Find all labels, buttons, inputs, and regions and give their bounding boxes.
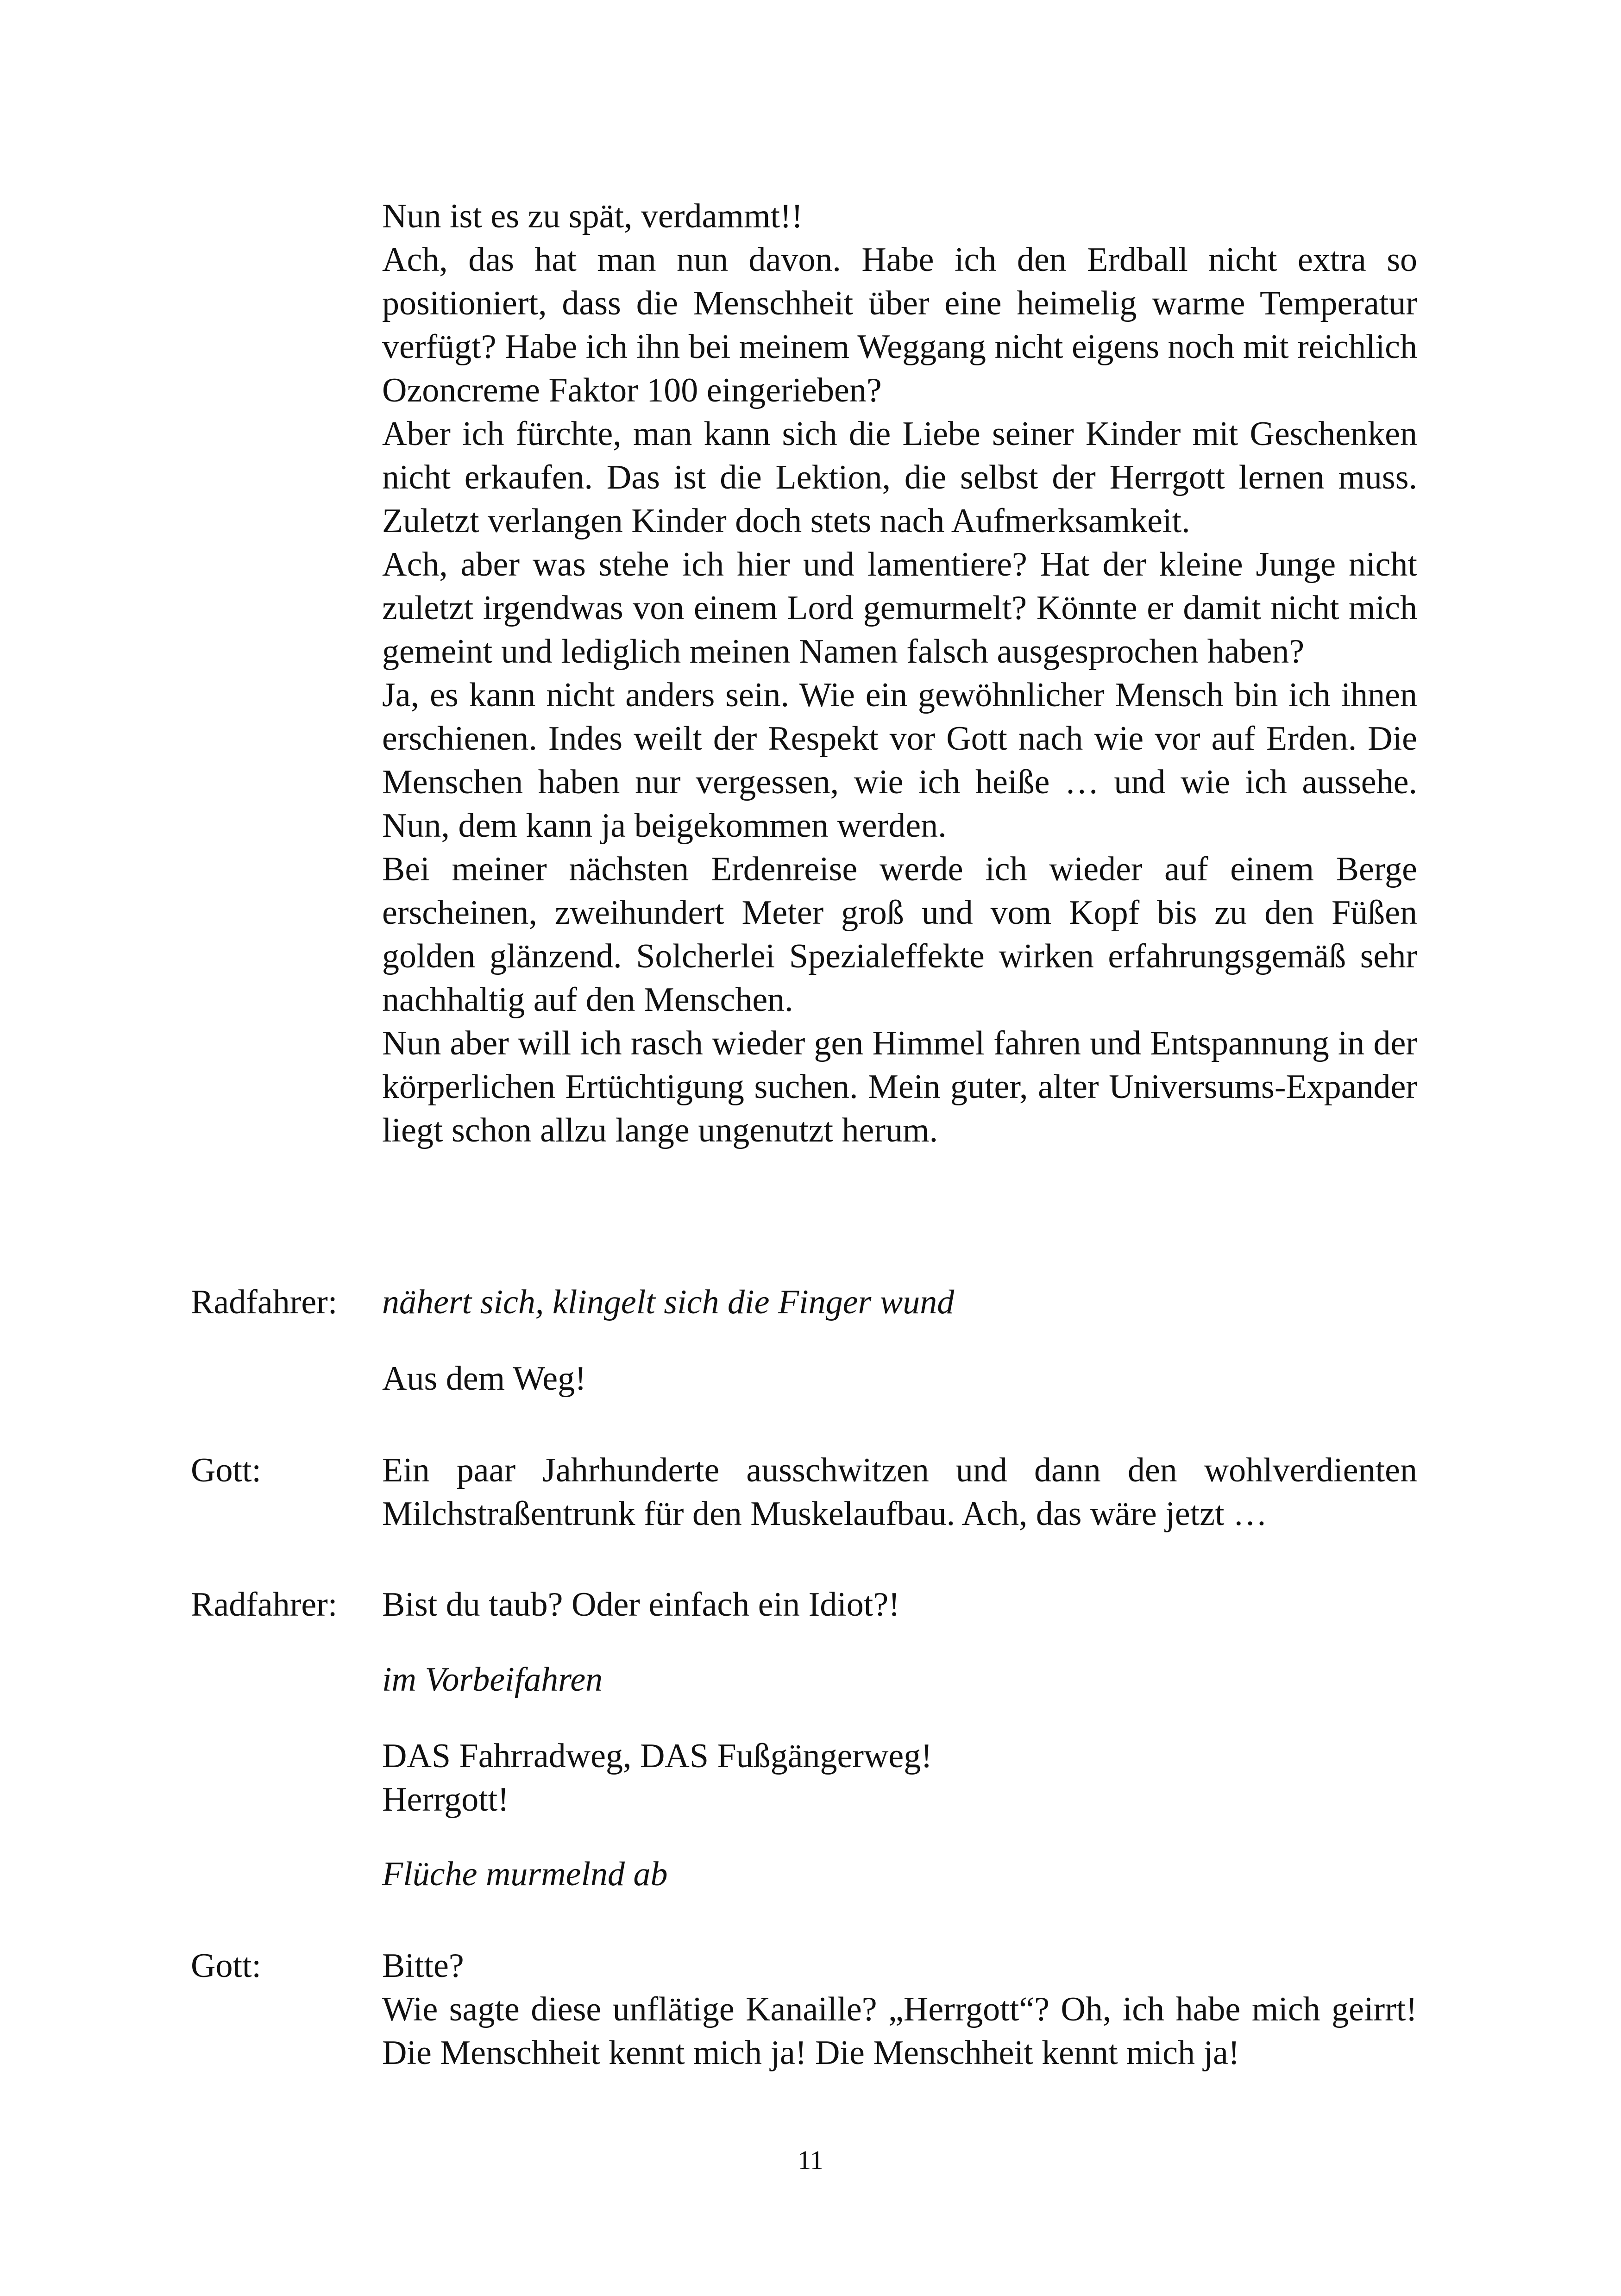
speaker-label: Radfahrer:: [191, 1586, 338, 1624]
dialogue-entry: [382, 1280, 1417, 1324]
dialogue-entry: [382, 1734, 1417, 1821]
monologue-block: [382, 194, 1417, 1152]
stage-direction: nähert sich, klingelt sich die Finger wund: [382, 1283, 955, 1321]
monologue-paragraph: Ach, das hat man nun davon. Habe ich den Erdball nicht extra so positioniert, dass die Menschheit über eine heimelig warme Temperatur verfügt? Habe ich ihn bei meinem Weggang nicht eigens noch mit reichlich Ozoncreme Faktor 100 eingerieben?: [382, 241, 1417, 409]
dialogue-entry: [382, 1449, 1417, 1536]
dialogue-entry: [382, 1658, 1417, 1701]
dialogue-line: [382, 1734, 1417, 1821]
dialogue-line-part: Herrgott!: [382, 1781, 509, 1819]
monologue-paragraph: Bei meiner nächsten Erdenreise werde ich wieder auf einem Berge erscheinen, zweihundert Meter groß und vom Kopf bis zu den Füßen golden glänzend. Solcherlei Spezialeffekte wirken erfahrungsgemäß sehr nachhaltig auf den Menschen.: [382, 850, 1417, 1019]
speaker-label: Gott:: [191, 1451, 262, 1489]
dialogue-line: Bitte?: [382, 1947, 464, 1985]
monologue-paragraph: Aber ich fürchte, man kann sich die Liebe seiner Kinder mit Geschenken nicht erkaufen. Das ist die Lektion, die selbst der Herrgott lernen muss. Zuletzt verlangen Kinder doch stets nach Aufmerksamkeit.: [382, 415, 1417, 540]
monologue-paragraph: Ja, es kann nicht anders sein. Wie ein gewöhnlicher Mensch bin ich ihnen erschienen. Indes weilt der Respekt vor Gott nach wie vor auf Erden. Die Menschen haben nur vergessen, wie ich heiße … und wie ich aussehe. Nun, dem kann ja beigekommen werden.: [382, 676, 1417, 845]
dialogue-line: Bist du taub? Oder einfach ein Idiot?!: [382, 1586, 900, 1624]
speaker-label: Radfahrer:: [191, 1283, 338, 1321]
monologue-paragraph: Nun ist es zu spät, verdammt!!: [382, 197, 803, 235]
stage-direction: im Vorbeifahren: [382, 1661, 603, 1699]
dialogue-line: Aus dem Weg!: [382, 1360, 586, 1398]
dialogue-line-part: DAS Fahrradweg, DAS Fußgängerweg!: [382, 1737, 932, 1775]
dialogue-entry: [382, 1852, 1417, 1896]
dialogue-entry: [382, 1357, 1417, 1400]
dialogue-entry: [382, 1944, 1417, 2075]
page-number: 11: [798, 2145, 823, 2175]
stage-direction: Flüche murmelnd ab: [382, 1855, 668, 1893]
dialogue-entry: [382, 1583, 1417, 1626]
monologue-paragraph: Ach, aber was stehe ich hier und lamentiere? Hat der kleine Junge nicht zuletzt irgendwas von einem Lord gemurmelt? Könnte er damit nicht mich gemeint und lediglich meinen Namen falsch ausgesprochen haben?: [382, 546, 1417, 671]
speaker-label: Gott:: [191, 1947, 262, 1985]
dialogue-line: Wie sagte diese unflätige Kanaille? „Herrgott“? Oh, ich habe mich geirrt! Die Menschheit kennt mich ja! Die Menschheit kennt mich ja!: [382, 1990, 1417, 2072]
dialogue-line: Ein paar Jahrhunderte ausschwitzen und dann den wohlverdienten Milchstraßentrunk für den Muskelaufbau. Ach, das wäre jetzt …: [382, 1451, 1417, 1533]
monologue-paragraph: Nun aber will ich rasch wieder gen Himmel fahren und Entspannung in der körperlichen Ertüchtigung suchen. Mein guter, alter Universums-Expander liegt schon allzu lange ungenutzt herum.: [382, 1024, 1417, 1149]
